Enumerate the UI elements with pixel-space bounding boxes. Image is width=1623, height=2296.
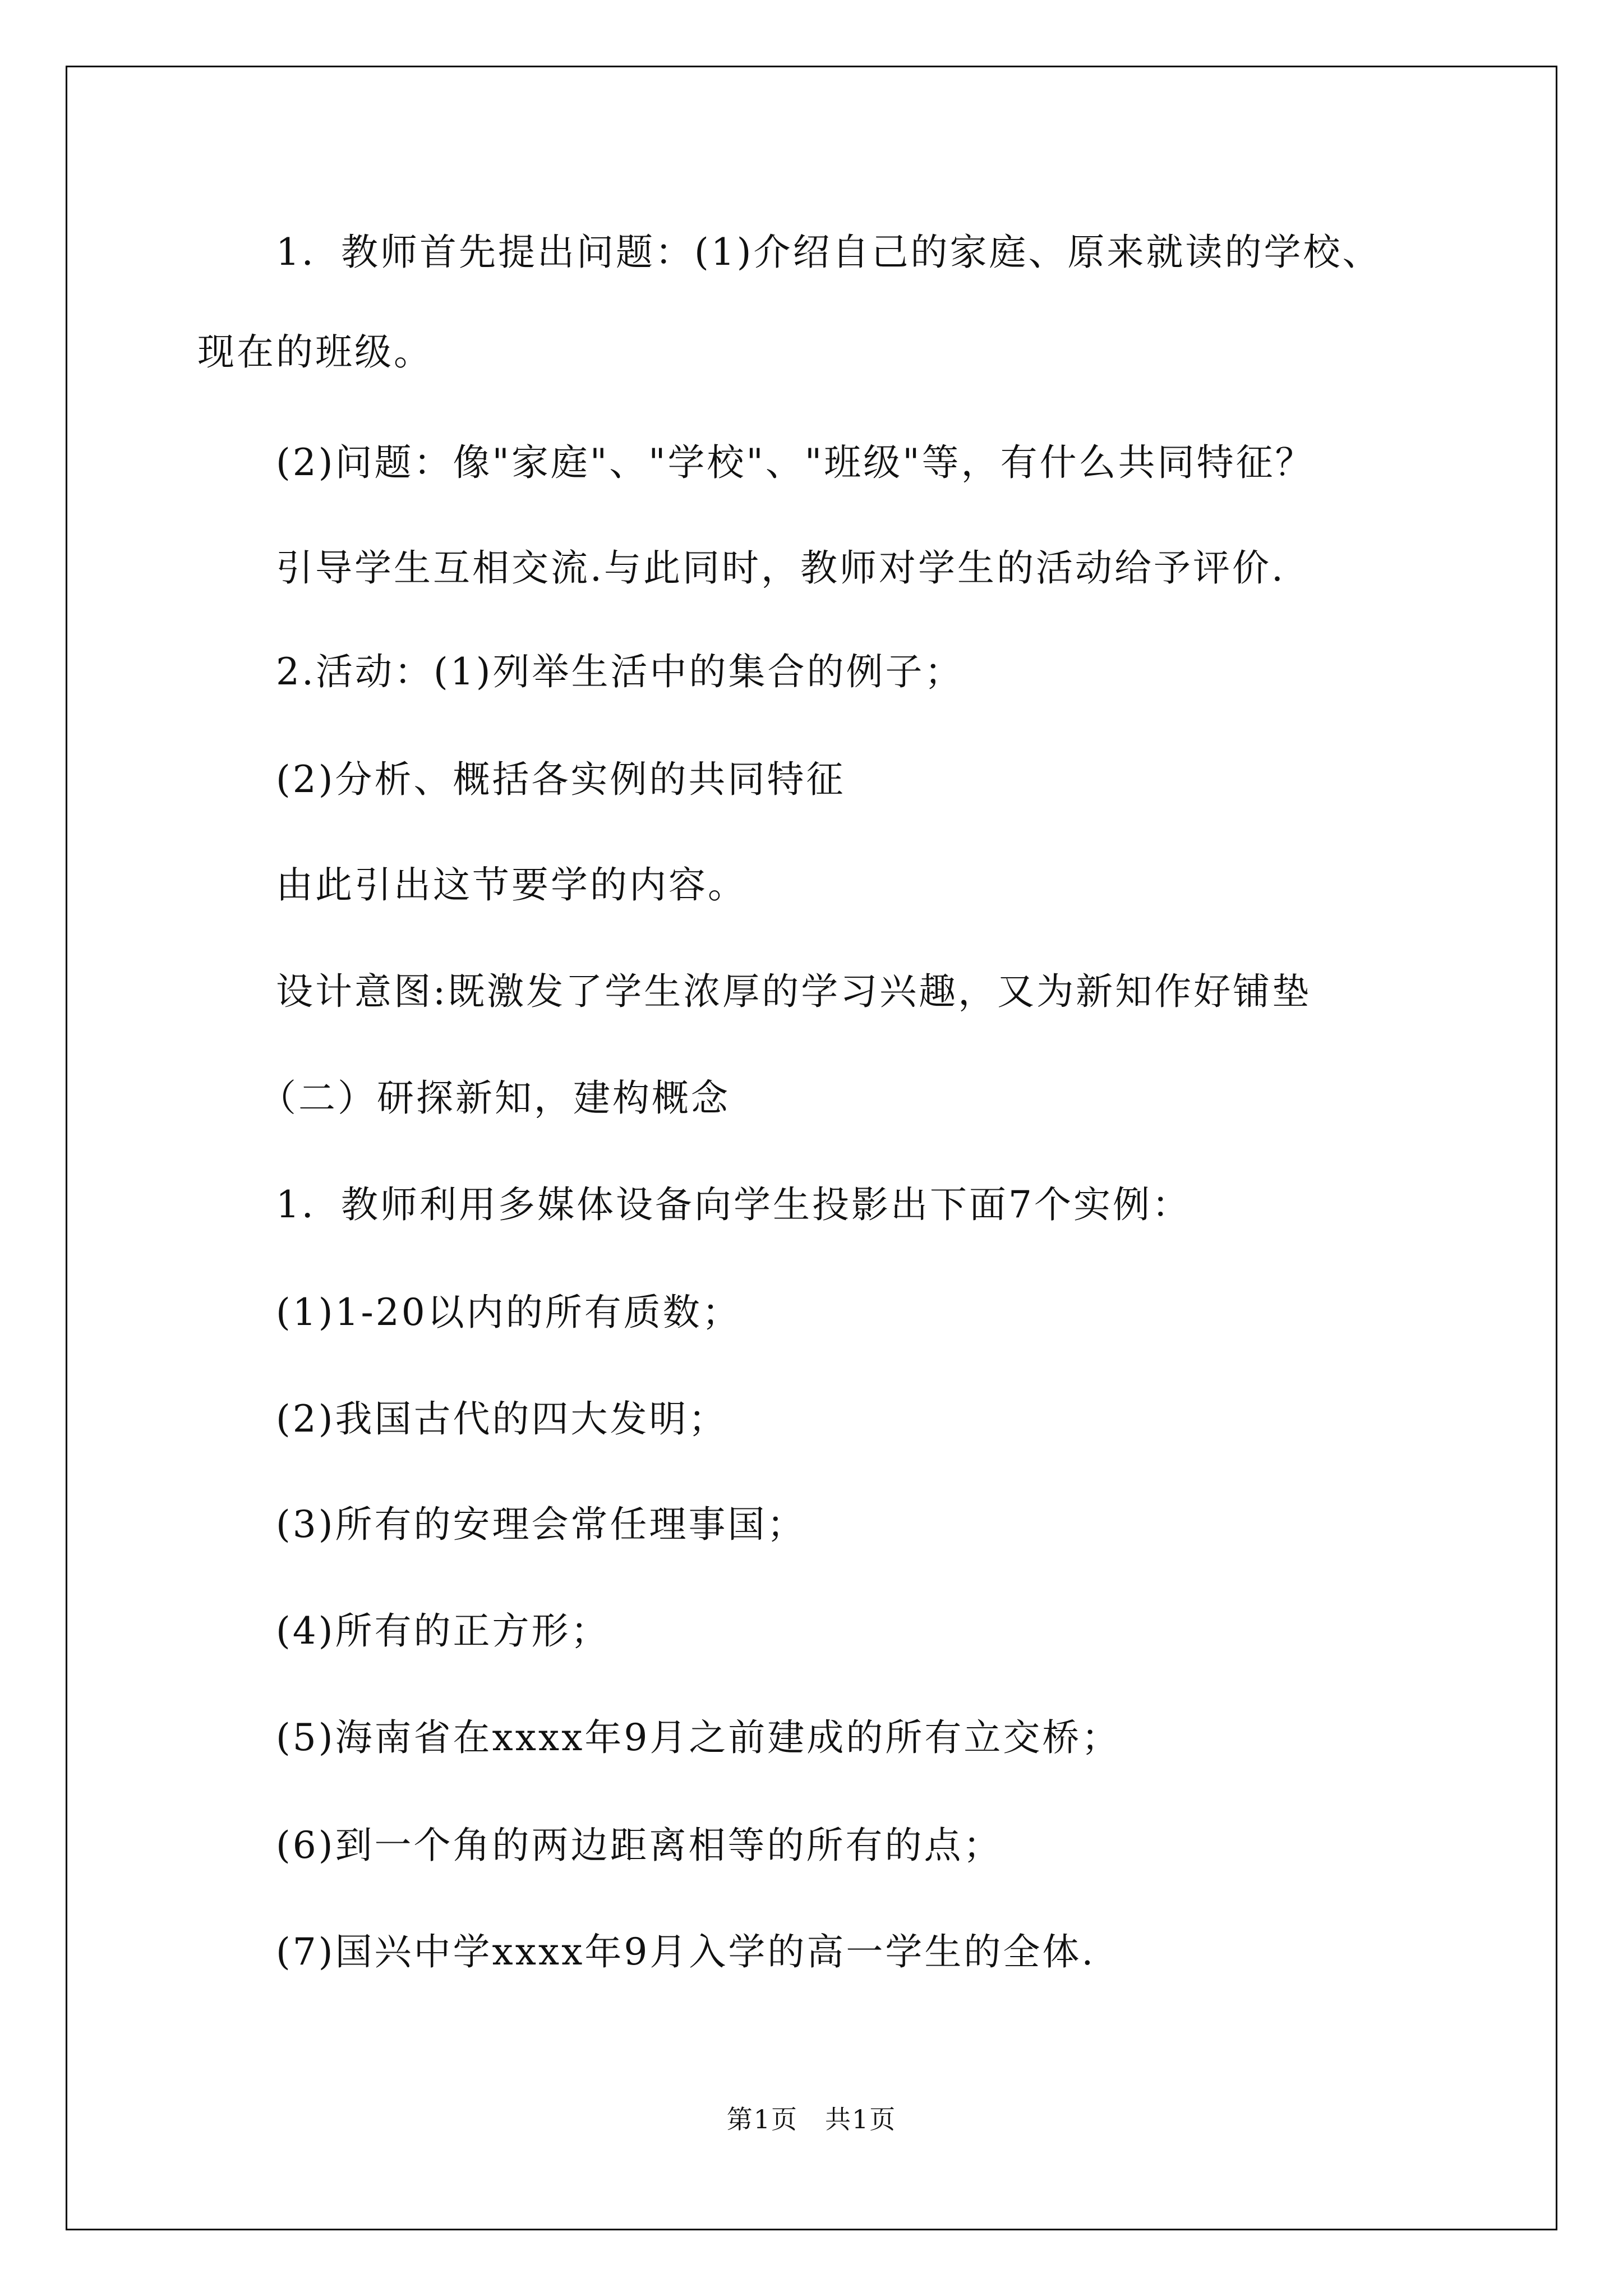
paragraph-line-3: (2)问题：像"家庭"、"学校"、"班级"等，有什么共同特征？	[276, 441, 1315, 484]
example-item-4: (4)所有的正方形；	[276, 1609, 610, 1653]
paragraph-line-10: 1．教师利用多媒体设备向学生投影出下面7个实例：	[276, 1183, 1191, 1226]
paragraph-line-4: 引导学生互相交流.与此同时，教师对学生的活动给予评价.	[276, 546, 1285, 590]
page-footer: 第1页 共1页	[726, 2104, 897, 2134]
paragraph-line-5: 2.活动：(1)列举生活中的集合的例子；	[276, 650, 964, 693]
example-item-1: (1)1-20以内的所有质数；	[276, 1291, 741, 1334]
paragraph-line-2: 现在的班级。	[197, 330, 433, 374]
paragraph-line-8: 设计意图:既激发了学生浓厚的学习兴趣，又为新知作好铺垫	[276, 970, 1312, 1013]
example-item-2: (2)我国古代的四大发明；	[276, 1397, 728, 1441]
paragraph-line-7: 由此引出这节要学的内容。	[276, 863, 747, 907]
example-item-5: (5)海南省在xxxx年9月之前建成的所有立交桥；	[276, 1716, 1121, 1759]
example-item-6: (6)到一个角的两边距离相等的所有的点；	[276, 1824, 1003, 1867]
paragraph-line-6: (2)分析、概括各实例的共同特征	[276, 758, 846, 801]
paragraph-line-1: 1．教师首先提出问题：(1)介绍自己的家庭、原来就读的学校、	[276, 231, 1382, 274]
page-border	[66, 66, 1557, 2230]
example-item-7: (7)国兴中学xxxx年9月入学的高一学生的全体.	[276, 1930, 1096, 1973]
example-item-3: (3)所有的安理会常任理事国；	[276, 1503, 806, 1546]
section-heading: （二）研探新知，建构概念	[259, 1076, 730, 1120]
